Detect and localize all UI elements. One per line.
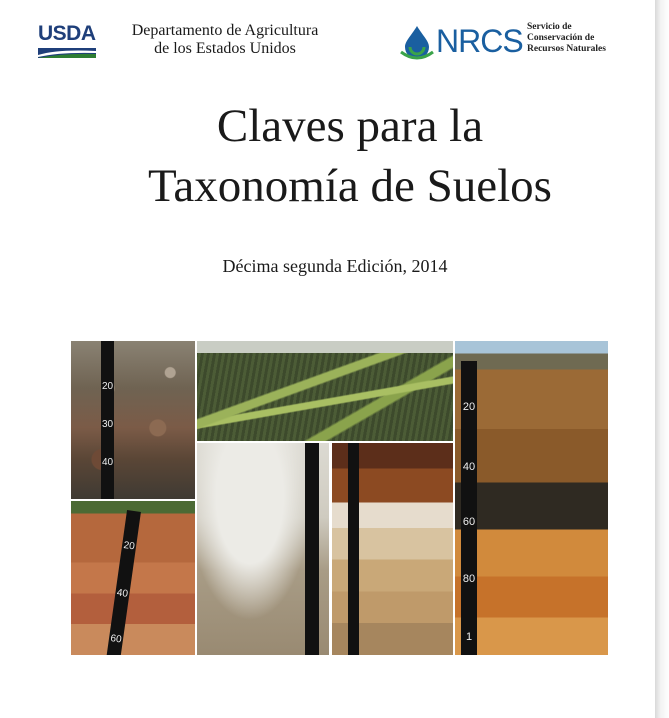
measuring-tape-3 [461,361,477,655]
page-edge-shadow [655,0,669,718]
measuring-tape-1 [101,341,114,499]
usda-logo-bars-icon [38,48,96,58]
measuring-tape-2 [106,510,141,655]
nrcs-water-drop-icon [399,24,435,60]
nrcs-logo-text: NRCS [436,23,523,59]
pale-soil-profile-photo [197,443,329,655]
nrcs-sub-line-2: Conservación de [527,33,595,43]
department-line-1: Departamento de Agricultura [131,22,319,39]
title-line-1: Claves para la [216,100,484,152]
usda-logo [38,22,96,60]
department-line-2: de los Estados Unidos [154,40,296,57]
measuring-tape-4 [305,443,319,655]
title-line-2: Taxonomía de Suelos [148,160,552,212]
nrcs-sub-line-1: Servicio de [527,22,572,32]
measuring-tape-5 [348,443,359,655]
nrcs-sub-line-3: Recursos Naturales [527,44,606,54]
soil-profile-photo-3 [455,341,608,655]
soil-profile-photo-1 [71,341,195,499]
document-title [60,96,640,216]
usda-logo-text: USDA [38,22,96,45]
edition-text: Décima segunda Edición, 2014 [222,256,448,276]
tape-tick-label: 40 [101,457,114,468]
soil-profile-photo-2 [71,501,195,655]
layered-soil-profile-photo [332,443,453,655]
nrcs-subtitle [527,22,637,55]
tape-tick-label: 20 [101,381,114,392]
tape-tick-label: 1 [465,631,473,643]
department-name [100,22,350,58]
tape-tick-label: 40 [462,461,476,473]
tape-tick-label: 40 [116,587,129,600]
tape-tick-label: 60 [462,516,476,528]
tape-tick-label: 20 [122,539,136,553]
tape-tick-label: 20 [462,401,476,413]
tape-tick-label: 60 [109,633,123,646]
terraced-field-photo [197,341,453,441]
tape-tick-label: 30 [101,419,114,430]
tape-tick-label: 80 [462,573,476,585]
